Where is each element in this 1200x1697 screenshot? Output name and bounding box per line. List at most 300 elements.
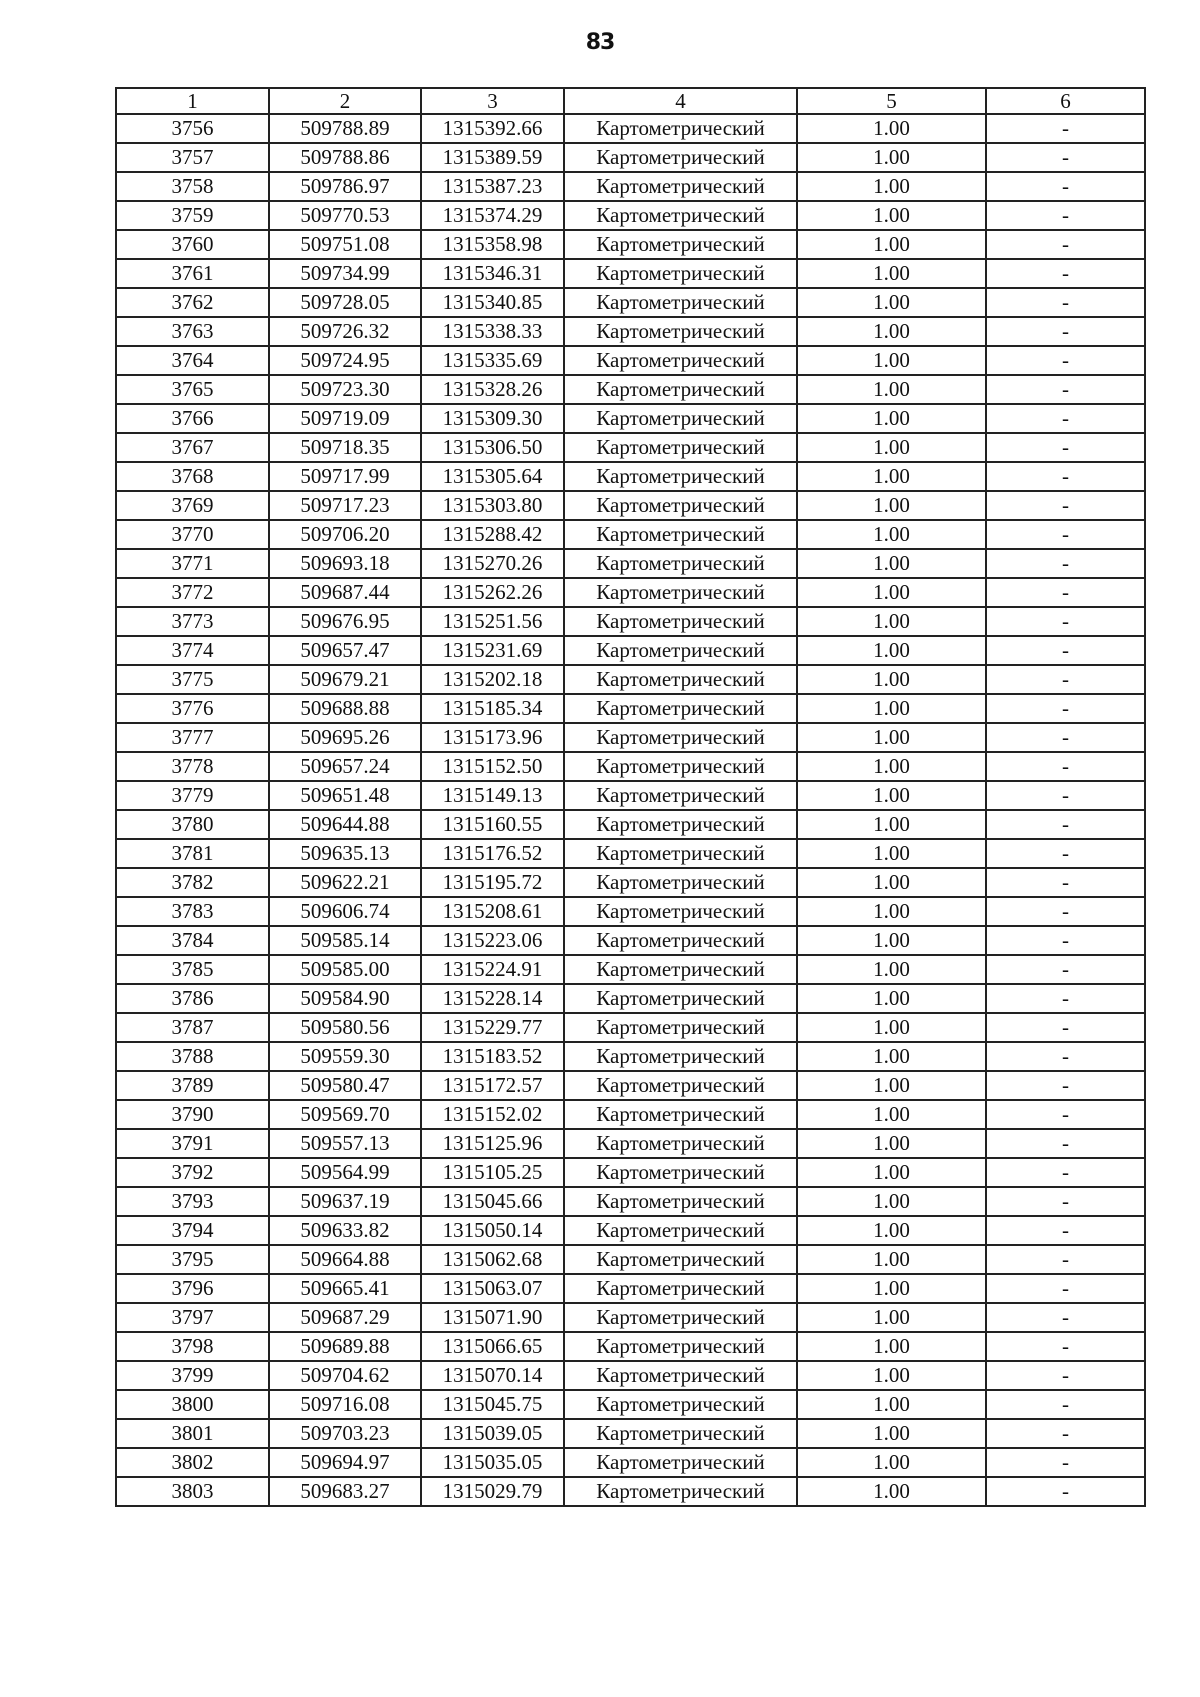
- y-coordinate-cell: 1315176.52: [421, 839, 564, 868]
- method-cell: Картометрический: [564, 1390, 797, 1419]
- table-row: [116, 723, 1145, 752]
- point-number-cell: 3787: [116, 1013, 269, 1042]
- accuracy-cell: 1.00: [797, 1187, 986, 1216]
- point-number-cell: 3788: [116, 1042, 269, 1071]
- x-coordinate-cell: 509726.32: [269, 317, 421, 346]
- y-coordinate-cell: 1315070.14: [421, 1361, 564, 1390]
- table-body: [116, 114, 1145, 1506]
- y-coordinate-cell: 1315105.25: [421, 1158, 564, 1187]
- method-cell: Картометрический: [564, 636, 797, 665]
- x-coordinate-cell: 509679.21: [269, 665, 421, 694]
- accuracy-cell: 1.00: [797, 433, 986, 462]
- point-number-cell: 3776: [116, 694, 269, 723]
- y-coordinate-cell: 1315066.65: [421, 1332, 564, 1361]
- table-header: [116, 88, 1145, 114]
- y-coordinate-cell: 1315195.72: [421, 868, 564, 897]
- method-cell: Картометрический: [564, 955, 797, 984]
- method-cell: Картометрический: [564, 143, 797, 172]
- accuracy-cell: 1.00: [797, 143, 986, 172]
- y-coordinate-cell: 1315305.64: [421, 462, 564, 491]
- table-row: [116, 810, 1145, 839]
- y-coordinate-cell: 1315288.42: [421, 520, 564, 549]
- method-cell: Картометрический: [564, 375, 797, 404]
- x-coordinate-cell: 509633.82: [269, 1216, 421, 1245]
- table-row: [116, 404, 1145, 433]
- y-coordinate-cell: 1315229.77: [421, 1013, 564, 1042]
- point-number-cell: 3757: [116, 143, 269, 172]
- accuracy-cell: 1.00: [797, 1390, 986, 1419]
- y-coordinate-cell: 1315172.57: [421, 1071, 564, 1100]
- description-cell: -: [986, 1245, 1145, 1274]
- accuracy-cell: 1.00: [797, 1245, 986, 1274]
- description-cell: -: [986, 839, 1145, 868]
- y-coordinate-cell: 1315358.98: [421, 230, 564, 259]
- point-number-cell: 3801: [116, 1419, 269, 1448]
- y-coordinate-cell: 1315152.50: [421, 752, 564, 781]
- y-coordinate-cell: 1315160.55: [421, 810, 564, 839]
- accuracy-cell: 1.00: [797, 1013, 986, 1042]
- description-cell: -: [986, 114, 1145, 143]
- point-number-cell: 3763: [116, 317, 269, 346]
- point-number-cell: 3782: [116, 868, 269, 897]
- table-row: [116, 839, 1145, 868]
- description-cell: -: [986, 1390, 1145, 1419]
- method-cell: Картометрический: [564, 926, 797, 955]
- method-cell: Картометрический: [564, 549, 797, 578]
- method-cell: Картометрический: [564, 1187, 797, 1216]
- point-number-cell: 3773: [116, 607, 269, 636]
- method-cell: Картометрический: [564, 201, 797, 230]
- x-coordinate-cell: 509788.86: [269, 143, 421, 172]
- table-row: [116, 433, 1145, 462]
- method-cell: Картометрический: [564, 897, 797, 926]
- y-coordinate-cell: 1315251.56: [421, 607, 564, 636]
- method-cell: Картометрический: [564, 984, 797, 1013]
- accuracy-cell: 1.00: [797, 346, 986, 375]
- method-cell: Картометрический: [564, 1013, 797, 1042]
- x-coordinate-cell: 509564.99: [269, 1158, 421, 1187]
- x-coordinate-cell: 509689.88: [269, 1332, 421, 1361]
- description-cell: -: [986, 317, 1145, 346]
- table-row: [116, 462, 1145, 491]
- y-coordinate-cell: 1315063.07: [421, 1274, 564, 1303]
- x-coordinate-cell: 509637.19: [269, 1187, 421, 1216]
- header-cell-4: 4: [564, 88, 797, 114]
- header-cell-2: 2: [269, 88, 421, 114]
- point-number-cell: 3769: [116, 491, 269, 520]
- method-cell: Картометрический: [564, 1071, 797, 1100]
- y-coordinate-cell: 1315185.34: [421, 694, 564, 723]
- table-row: [116, 984, 1145, 1013]
- point-number-cell: 3785: [116, 955, 269, 984]
- y-coordinate-cell: 1315270.26: [421, 549, 564, 578]
- accuracy-cell: 1.00: [797, 781, 986, 810]
- y-coordinate-cell: 1315306.50: [421, 433, 564, 462]
- method-cell: Картометрический: [564, 607, 797, 636]
- x-coordinate-cell: 509728.05: [269, 288, 421, 317]
- x-coordinate-cell: 509717.99: [269, 462, 421, 491]
- accuracy-cell: 1.00: [797, 1303, 986, 1332]
- header-cell-5: 5: [797, 88, 986, 114]
- table-row: [116, 143, 1145, 172]
- x-coordinate-cell: 509687.29: [269, 1303, 421, 1332]
- accuracy-cell: 1.00: [797, 375, 986, 404]
- description-cell: -: [986, 810, 1145, 839]
- table-row: [116, 1013, 1145, 1042]
- x-coordinate-cell: 509770.53: [269, 201, 421, 230]
- table-row: [116, 665, 1145, 694]
- y-coordinate-cell: 1315125.96: [421, 1129, 564, 1158]
- description-cell: -: [986, 288, 1145, 317]
- table-row: [116, 1071, 1145, 1100]
- method-cell: Картометрический: [564, 723, 797, 752]
- accuracy-cell: 1.00: [797, 1129, 986, 1158]
- table-row: [116, 288, 1145, 317]
- accuracy-cell: 1.00: [797, 1419, 986, 1448]
- description-cell: -: [986, 868, 1145, 897]
- point-number-cell: 3770: [116, 520, 269, 549]
- y-coordinate-cell: 1315035.05: [421, 1448, 564, 1477]
- method-cell: Картометрический: [564, 1448, 797, 1477]
- accuracy-cell: 1.00: [797, 549, 986, 578]
- method-cell: Картометрический: [564, 1245, 797, 1274]
- x-coordinate-cell: 509704.62: [269, 1361, 421, 1390]
- point-number-cell: 3783: [116, 897, 269, 926]
- x-coordinate-cell: 509644.88: [269, 810, 421, 839]
- description-cell: -: [986, 259, 1145, 288]
- table-row: [116, 897, 1145, 926]
- method-cell: Картометрический: [564, 433, 797, 462]
- table-row: [116, 1274, 1145, 1303]
- point-number-cell: 3784: [116, 926, 269, 955]
- y-coordinate-cell: 1315045.75: [421, 1390, 564, 1419]
- point-number-cell: 3802: [116, 1448, 269, 1477]
- accuracy-cell: 1.00: [797, 1448, 986, 1477]
- method-cell: Картометрический: [564, 752, 797, 781]
- description-cell: -: [986, 1274, 1145, 1303]
- accuracy-cell: 1.00: [797, 288, 986, 317]
- description-cell: -: [986, 491, 1145, 520]
- table-row: [116, 1129, 1145, 1158]
- accuracy-cell: 1.00: [797, 578, 986, 607]
- x-coordinate-cell: 509751.08: [269, 230, 421, 259]
- accuracy-cell: 1.00: [797, 665, 986, 694]
- description-cell: -: [986, 1158, 1145, 1187]
- accuracy-cell: 1.00: [797, 607, 986, 636]
- accuracy-cell: 1.00: [797, 1158, 986, 1187]
- x-coordinate-cell: 509606.74: [269, 897, 421, 926]
- point-number-cell: 3759: [116, 201, 269, 230]
- accuracy-cell: 1.00: [797, 1274, 986, 1303]
- method-cell: Картометрический: [564, 491, 797, 520]
- y-coordinate-cell: 1315029.79: [421, 1477, 564, 1506]
- table-row: [116, 1303, 1145, 1332]
- point-number-cell: 3792: [116, 1158, 269, 1187]
- point-number-cell: 3767: [116, 433, 269, 462]
- table-row: [116, 1216, 1145, 1245]
- point-number-cell: 3799: [116, 1361, 269, 1390]
- description-cell: -: [986, 462, 1145, 491]
- y-coordinate-cell: 1315223.06: [421, 926, 564, 955]
- x-coordinate-cell: 509718.35: [269, 433, 421, 462]
- point-number-cell: 3793: [116, 1187, 269, 1216]
- description-cell: -: [986, 665, 1145, 694]
- point-number-cell: 3756: [116, 114, 269, 143]
- x-coordinate-cell: 509651.48: [269, 781, 421, 810]
- description-cell: -: [986, 172, 1145, 201]
- description-cell: -: [986, 1448, 1145, 1477]
- accuracy-cell: 1.00: [797, 723, 986, 752]
- table-row: [116, 752, 1145, 781]
- point-number-cell: 3789: [116, 1071, 269, 1100]
- description-cell: -: [986, 1303, 1145, 1332]
- method-cell: Картометрический: [564, 665, 797, 694]
- y-coordinate-cell: 1315231.69: [421, 636, 564, 665]
- point-number-cell: 3762: [116, 288, 269, 317]
- point-number-cell: 3803: [116, 1477, 269, 1506]
- table-row: [116, 230, 1145, 259]
- method-cell: Картометрический: [564, 520, 797, 549]
- point-number-cell: 3781: [116, 839, 269, 868]
- x-coordinate-cell: 509724.95: [269, 346, 421, 375]
- description-cell: -: [986, 1013, 1145, 1042]
- x-coordinate-cell: 509665.41: [269, 1274, 421, 1303]
- point-number-cell: 3758: [116, 172, 269, 201]
- method-cell: Картометрический: [564, 1477, 797, 1506]
- point-number-cell: 3790: [116, 1100, 269, 1129]
- x-coordinate-cell: 509622.21: [269, 868, 421, 897]
- y-coordinate-cell: 1315262.26: [421, 578, 564, 607]
- method-cell: Картометрический: [564, 230, 797, 259]
- table-row: [116, 607, 1145, 636]
- method-cell: Картометрический: [564, 317, 797, 346]
- y-coordinate-cell: 1315374.29: [421, 201, 564, 230]
- y-coordinate-cell: 1315303.80: [421, 491, 564, 520]
- accuracy-cell: 1.00: [797, 926, 986, 955]
- point-number-cell: 3771: [116, 549, 269, 578]
- point-number-cell: 3765: [116, 375, 269, 404]
- x-coordinate-cell: 509719.09: [269, 404, 421, 433]
- point-number-cell: 3791: [116, 1129, 269, 1158]
- method-cell: Картометрический: [564, 839, 797, 868]
- table-row: [116, 1390, 1145, 1419]
- description-cell: -: [986, 607, 1145, 636]
- description-cell: -: [986, 346, 1145, 375]
- table-row: [116, 1042, 1145, 1071]
- accuracy-cell: 1.00: [797, 868, 986, 897]
- y-coordinate-cell: 1315071.90: [421, 1303, 564, 1332]
- x-coordinate-cell: 509734.99: [269, 259, 421, 288]
- point-number-cell: 3778: [116, 752, 269, 781]
- table-row: [116, 201, 1145, 230]
- description-cell: -: [986, 781, 1145, 810]
- accuracy-cell: 1.00: [797, 404, 986, 433]
- point-number-cell: 3777: [116, 723, 269, 752]
- x-coordinate-cell: 509687.44: [269, 578, 421, 607]
- description-cell: -: [986, 1100, 1145, 1129]
- accuracy-cell: 1.00: [797, 520, 986, 549]
- header-cell-3: 3: [421, 88, 564, 114]
- accuracy-cell: 1.00: [797, 984, 986, 1013]
- y-coordinate-cell: 1315228.14: [421, 984, 564, 1013]
- description-cell: -: [986, 1361, 1145, 1390]
- accuracy-cell: 1.00: [797, 1042, 986, 1071]
- accuracy-cell: 1.00: [797, 1477, 986, 1506]
- table-row: [116, 491, 1145, 520]
- description-cell: -: [986, 926, 1145, 955]
- accuracy-cell: 1.00: [797, 810, 986, 839]
- method-cell: Картометрический: [564, 1332, 797, 1361]
- accuracy-cell: 1.00: [797, 1361, 986, 1390]
- method-cell: Картометрический: [564, 1216, 797, 1245]
- description-cell: -: [986, 1071, 1145, 1100]
- accuracy-cell: 1.00: [797, 1071, 986, 1100]
- y-coordinate-cell: 1315387.23: [421, 172, 564, 201]
- accuracy-cell: 1.00: [797, 694, 986, 723]
- x-coordinate-cell: 509717.23: [269, 491, 421, 520]
- point-number-cell: 3775: [116, 665, 269, 694]
- table-row: [116, 114, 1145, 143]
- table-row: [116, 1361, 1145, 1390]
- point-number-cell: 3764: [116, 346, 269, 375]
- x-coordinate-cell: 509703.23: [269, 1419, 421, 1448]
- point-number-cell: 3766: [116, 404, 269, 433]
- accuracy-cell: 1.00: [797, 1332, 986, 1361]
- x-coordinate-cell: 509580.47: [269, 1071, 421, 1100]
- description-cell: -: [986, 1477, 1145, 1506]
- accuracy-cell: 1.00: [797, 230, 986, 259]
- point-number-cell: 3800: [116, 1390, 269, 1419]
- x-coordinate-cell: 509676.95: [269, 607, 421, 636]
- table-row: [116, 375, 1145, 404]
- table-row: [116, 636, 1145, 665]
- x-coordinate-cell: 509723.30: [269, 375, 421, 404]
- x-coordinate-cell: 509788.89: [269, 114, 421, 143]
- point-number-cell: 3798: [116, 1332, 269, 1361]
- y-coordinate-cell: 1315340.85: [421, 288, 564, 317]
- method-cell: Картометрический: [564, 114, 797, 143]
- x-coordinate-cell: 509584.90: [269, 984, 421, 1013]
- x-coordinate-cell: 509559.30: [269, 1042, 421, 1071]
- method-cell: Картометрический: [564, 172, 797, 201]
- header-cell-6: 6: [986, 88, 1145, 114]
- description-cell: -: [986, 1042, 1145, 1071]
- x-coordinate-cell: 509694.97: [269, 1448, 421, 1477]
- x-coordinate-cell: 509786.97: [269, 172, 421, 201]
- accuracy-cell: 1.00: [797, 1216, 986, 1245]
- description-cell: -: [986, 1419, 1145, 1448]
- table-row: [116, 578, 1145, 607]
- description-cell: -: [986, 752, 1145, 781]
- table-row: [116, 520, 1145, 549]
- description-cell: -: [986, 694, 1145, 723]
- x-coordinate-cell: 509585.00: [269, 955, 421, 984]
- x-coordinate-cell: 509635.13: [269, 839, 421, 868]
- method-cell: Картометрический: [564, 462, 797, 491]
- method-cell: Картометрический: [564, 288, 797, 317]
- y-coordinate-cell: 1315335.69: [421, 346, 564, 375]
- method-cell: Картометрический: [564, 578, 797, 607]
- description-cell: -: [986, 1187, 1145, 1216]
- method-cell: Картометрический: [564, 868, 797, 897]
- method-cell: Картометрический: [564, 259, 797, 288]
- y-coordinate-cell: 1315062.68: [421, 1245, 564, 1274]
- table-row: [116, 1245, 1145, 1274]
- table-row: [116, 955, 1145, 984]
- y-coordinate-cell: 1315392.66: [421, 114, 564, 143]
- accuracy-cell: 1.00: [797, 897, 986, 926]
- point-number-cell: 3772: [116, 578, 269, 607]
- y-coordinate-cell: 1315152.02: [421, 1100, 564, 1129]
- method-cell: Картометрический: [564, 1129, 797, 1158]
- table-row: [116, 172, 1145, 201]
- description-cell: -: [986, 143, 1145, 172]
- table-row: [116, 926, 1145, 955]
- description-cell: -: [986, 201, 1145, 230]
- method-cell: Картометрический: [564, 1042, 797, 1071]
- accuracy-cell: 1.00: [797, 752, 986, 781]
- description-cell: -: [986, 1332, 1145, 1361]
- table-row: [116, 1477, 1145, 1506]
- y-coordinate-cell: 1315208.61: [421, 897, 564, 926]
- method-cell: Картометрический: [564, 346, 797, 375]
- y-coordinate-cell: 1315328.26: [421, 375, 564, 404]
- table-row: [116, 1187, 1145, 1216]
- point-number-cell: 3768: [116, 462, 269, 491]
- y-coordinate-cell: 1315224.91: [421, 955, 564, 984]
- page-number: 83: [585, 30, 615, 55]
- y-coordinate-cell: 1315173.96: [421, 723, 564, 752]
- point-number-cell: 3761: [116, 259, 269, 288]
- accuracy-cell: 1.00: [797, 839, 986, 868]
- accuracy-cell: 1.00: [797, 317, 986, 346]
- accuracy-cell: 1.00: [797, 172, 986, 201]
- point-number-cell: 3794: [116, 1216, 269, 1245]
- method-cell: Картометрический: [564, 1158, 797, 1187]
- y-coordinate-cell: 1315149.13: [421, 781, 564, 810]
- x-coordinate-cell: 509716.08: [269, 1390, 421, 1419]
- x-coordinate-cell: 509657.47: [269, 636, 421, 665]
- x-coordinate-cell: 509683.27: [269, 1477, 421, 1506]
- y-coordinate-cell: 1315202.18: [421, 665, 564, 694]
- method-cell: Картометрический: [564, 1419, 797, 1448]
- y-coordinate-cell: 1315039.05: [421, 1419, 564, 1448]
- x-coordinate-cell: 509693.18: [269, 549, 421, 578]
- accuracy-cell: 1.00: [797, 259, 986, 288]
- header-cell-1: 1: [116, 88, 269, 114]
- accuracy-cell: 1.00: [797, 491, 986, 520]
- table-row: [116, 549, 1145, 578]
- description-cell: -: [986, 433, 1145, 462]
- x-coordinate-cell: 509585.14: [269, 926, 421, 955]
- accuracy-cell: 1.00: [797, 114, 986, 143]
- accuracy-cell: 1.00: [797, 462, 986, 491]
- point-number-cell: 3786: [116, 984, 269, 1013]
- table-row: [116, 259, 1145, 288]
- description-cell: -: [986, 549, 1145, 578]
- method-cell: Картометрический: [564, 1100, 797, 1129]
- y-coordinate-cell: 1315309.30: [421, 404, 564, 433]
- method-cell: Картометрический: [564, 781, 797, 810]
- table-row: [116, 868, 1145, 897]
- table-row: [116, 1448, 1145, 1477]
- method-cell: Картометрический: [564, 1303, 797, 1332]
- table-row: [116, 781, 1145, 810]
- description-cell: -: [986, 230, 1145, 259]
- description-cell: -: [986, 1216, 1145, 1245]
- table-row: [116, 1100, 1145, 1129]
- description-cell: -: [986, 897, 1145, 926]
